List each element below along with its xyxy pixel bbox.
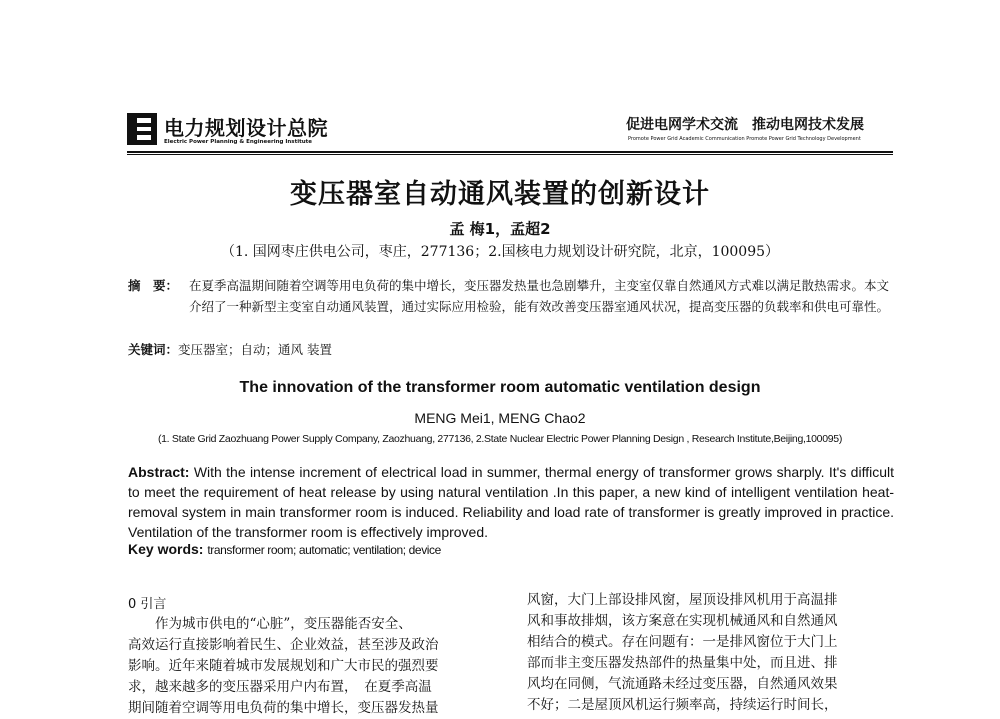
keywords-en	[128, 541, 441, 557]
institute-name-en: Electric Power Planning & Engineering Institute	[164, 139, 312, 145]
keywords-en-text: transformer room; automatic; ventilation; device	[207, 543, 441, 557]
keywords-cn	[128, 339, 332, 360]
affiliation-cn: （1. 国网枣庄供电公司，枣庄，277136；2.国核电力规划设计研究院，北京，100095）	[220, 244, 780, 260]
section-heading: 0 引言	[128, 597, 167, 612]
header-rule-thin	[127, 154, 893, 155]
body-line: 期间随着空调等用电负荷的集中增长，变压器发热量	[128, 700, 439, 716]
body-column-left	[128, 614, 496, 719]
abstract-cn-text: 在夏季高温期间随着空调等用电负荷的集中增长，变压器发热量也急剧攀升，主变室仅靠自然通风方式难以满足散热需求。本文介绍了一种新型主变室自动通风装置，通过实际应用检验，能有效改善变压器室通风状况，提高变压器的负载率和供电可靠性。	[189, 278, 890, 314]
paper-title-en: The innovation of the transformer room automatic ventilation design	[239, 379, 761, 396]
body-line: 影响。近年来随着城市发展规划和广大市民的强烈要	[128, 658, 439, 674]
body-line: 风和事故排烟，该方案意在实现机械通风和自然通风	[527, 613, 838, 629]
body-line: 部而非主变压器发热部件的热量集中处，而且进、排	[527, 655, 838, 671]
body-column-right	[527, 590, 895, 716]
body-line: 高效运行直接影响着民生、企业效益，甚至涉及政治	[128, 637, 439, 653]
paper-title-cn: 变压器室自动通风装置的创新设计	[290, 179, 710, 210]
body-line: 风窗，大门上部设排风窗，屋顶设排风机用于高温排	[527, 592, 838, 608]
slogan-cn: 促进电网学术交流 推动电网技术发展	[626, 117, 864, 133]
authors-en: MENG Mei1, MENG Chao2	[414, 410, 586, 426]
affiliation-en: (1. State Grid Zaozhuang Power Supply Company, Zaozhuang, 277136, 2.State Nuclear Electric Power Planning Design , Research Institute,Beijing,100095)	[157, 433, 843, 445]
body-line: 相结合的模式。存在问题有：一是排风窗位于大门上	[527, 634, 838, 650]
institute-name-cn: 电力规划设计总院	[164, 116, 328, 140]
body-line: 作为城市供电的“心脏”，变压器能否安全、	[128, 616, 412, 632]
keywords-cn-label: 关键词：	[128, 342, 179, 357]
body-line: 不好；二是屋顶风机运行频率高，持续运行时间长，	[527, 697, 838, 713]
keywords-en-label: Key words:	[128, 541, 204, 557]
keywords-cn-text: 变压器室；自动；通风 装置	[178, 342, 332, 357]
body-line: 求，越来越多的变压器采用户内布置， 在夏季高温	[128, 679, 432, 695]
slogan-en: Promote Power Grid Academic Communication Promote Power Grid Technology Development	[628, 136, 861, 142]
authors-cn: 孟 梅1，孟超2	[449, 220, 551, 238]
header-rule	[127, 151, 893, 153]
abstract-cn-label: 摘 要：	[128, 278, 179, 293]
body-line: 风均在同侧，气流通路未经过变压器，自然通风效果	[527, 676, 838, 692]
abstract-en-label: Abstract:	[128, 464, 190, 480]
institute-logo-icon	[127, 113, 157, 145]
abstract-en-text: With the intense increment of electrical load in summer, thermal energy of transformer grows sharply. It's difficult to meet the requirement of heat release by using natural ventilation .In this paper, a new kind of intelligent ventilation heat-removal system in main transformer room is induced. Reliability and load rate of transformer is greatly improved in practice. Ventilation of the transformer room is effectively improved.	[128, 464, 895, 540]
abstract-en	[128, 462, 894, 542]
